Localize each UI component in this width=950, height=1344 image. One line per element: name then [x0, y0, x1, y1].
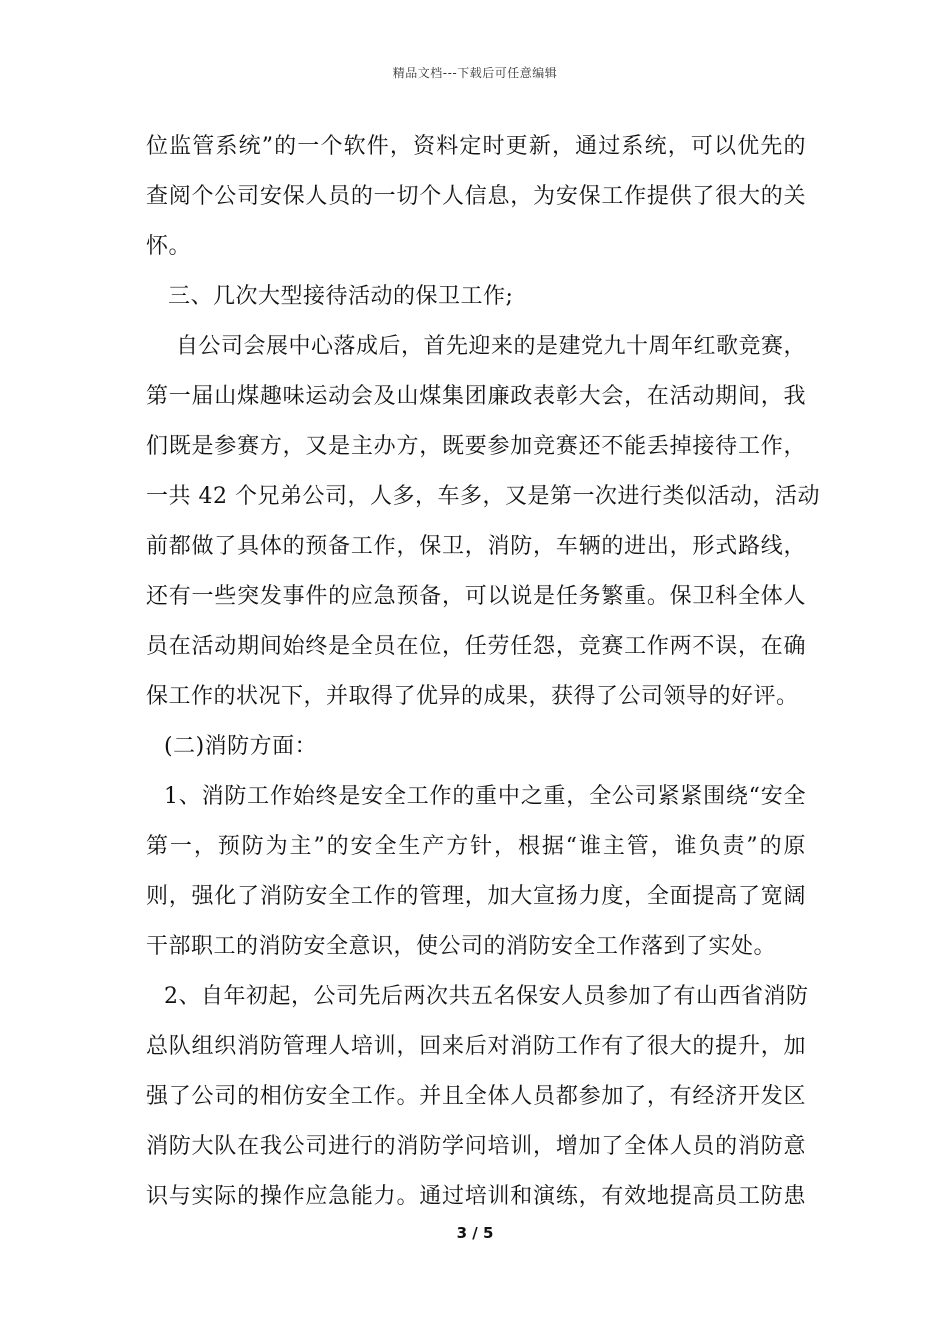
body-line: 员在活动期间始终是全员在位，任劳任怨，竞赛工作两不误，在确: [146, 634, 806, 659]
body-line: 总队组织消防管理人培训，回来后对消防工作有了很大的提升，加: [146, 1034, 806, 1059]
body-line: 强了公司的相仿安全工作。并且全体人员都参加了，有经济开发区: [146, 1084, 806, 1109]
body-line: 第一届山煤趣味运动会及山煤集团廉政表彰大会，在活动期间，我: [146, 384, 806, 409]
body-line: 自公司会展中心落成后，首先迎来的是建党九十周年红歌竞赛，: [176, 334, 807, 359]
body-line: 识与实际的操作应急能力。通过培训和演练，有效地提高员工防患: [146, 1184, 806, 1209]
page-total: 5: [482, 1224, 494, 1242]
body-line: 保工作的状况下，并取得了优异的成果，获得了公司领导的好评。: [146, 684, 799, 709]
body-line: 位监管系统”的一个软件，资料定时更新，通过系统，可以优先的: [146, 134, 806, 159]
body-line: 干部职工的消防安全意识，使公司的消防安全工作落到了实处。: [146, 934, 777, 959]
page-number: [0, 1224, 950, 1242]
body-line: 则，强化了消防安全工作的管理，加大宣扬力度，全面提高了宽阔: [146, 884, 806, 909]
body-line: 消防大队在我公司进行的消防学问培训，增加了全体人员的消防意: [146, 1134, 806, 1159]
body-line: 还有一些突发事件的应急预备，可以说是任务繁重。保卫科全体人: [146, 584, 806, 609]
body-line: 第一，预防为主”的安全生产方针，根据“谁主管，谁负责”的原: [146, 834, 806, 859]
body-line: 前都做了具体的预备工作，保卫，消防，车辆的进出，形式路线，: [146, 534, 806, 559]
body-line: 查阅个公司安保人员的一切个人信息，为安保工作提供了很大的关: [146, 184, 806, 209]
section-heading: (二)消防方面：: [164, 734, 318, 759]
body-line: 们既是参赛方，又是主办方，既要参加竞赛还不能丢掉接待工作，: [146, 434, 806, 459]
body-line: 2、自年初起，公司先后两次共五名保安人员参加了有山西省消防: [164, 984, 809, 1009]
body-line: 1、消防工作始终是安全工作的重中之重，全公司紧紧围绕“安全: [164, 784, 806, 809]
page-separator: /: [467, 1224, 483, 1242]
page-current: 3: [456, 1224, 468, 1242]
body-line: 怀。: [146, 234, 192, 259]
section-heading: 三、几次大型接待活动的保卫工作;: [168, 284, 514, 309]
document-body: [146, 122, 820, 1222]
body-line: 一共 42 个兄弟公司，人多，车多，又是第一次进行类似活动，活动: [146, 484, 820, 509]
page-header: 精品文档---下载后可任意编辑: [392, 66, 558, 80]
